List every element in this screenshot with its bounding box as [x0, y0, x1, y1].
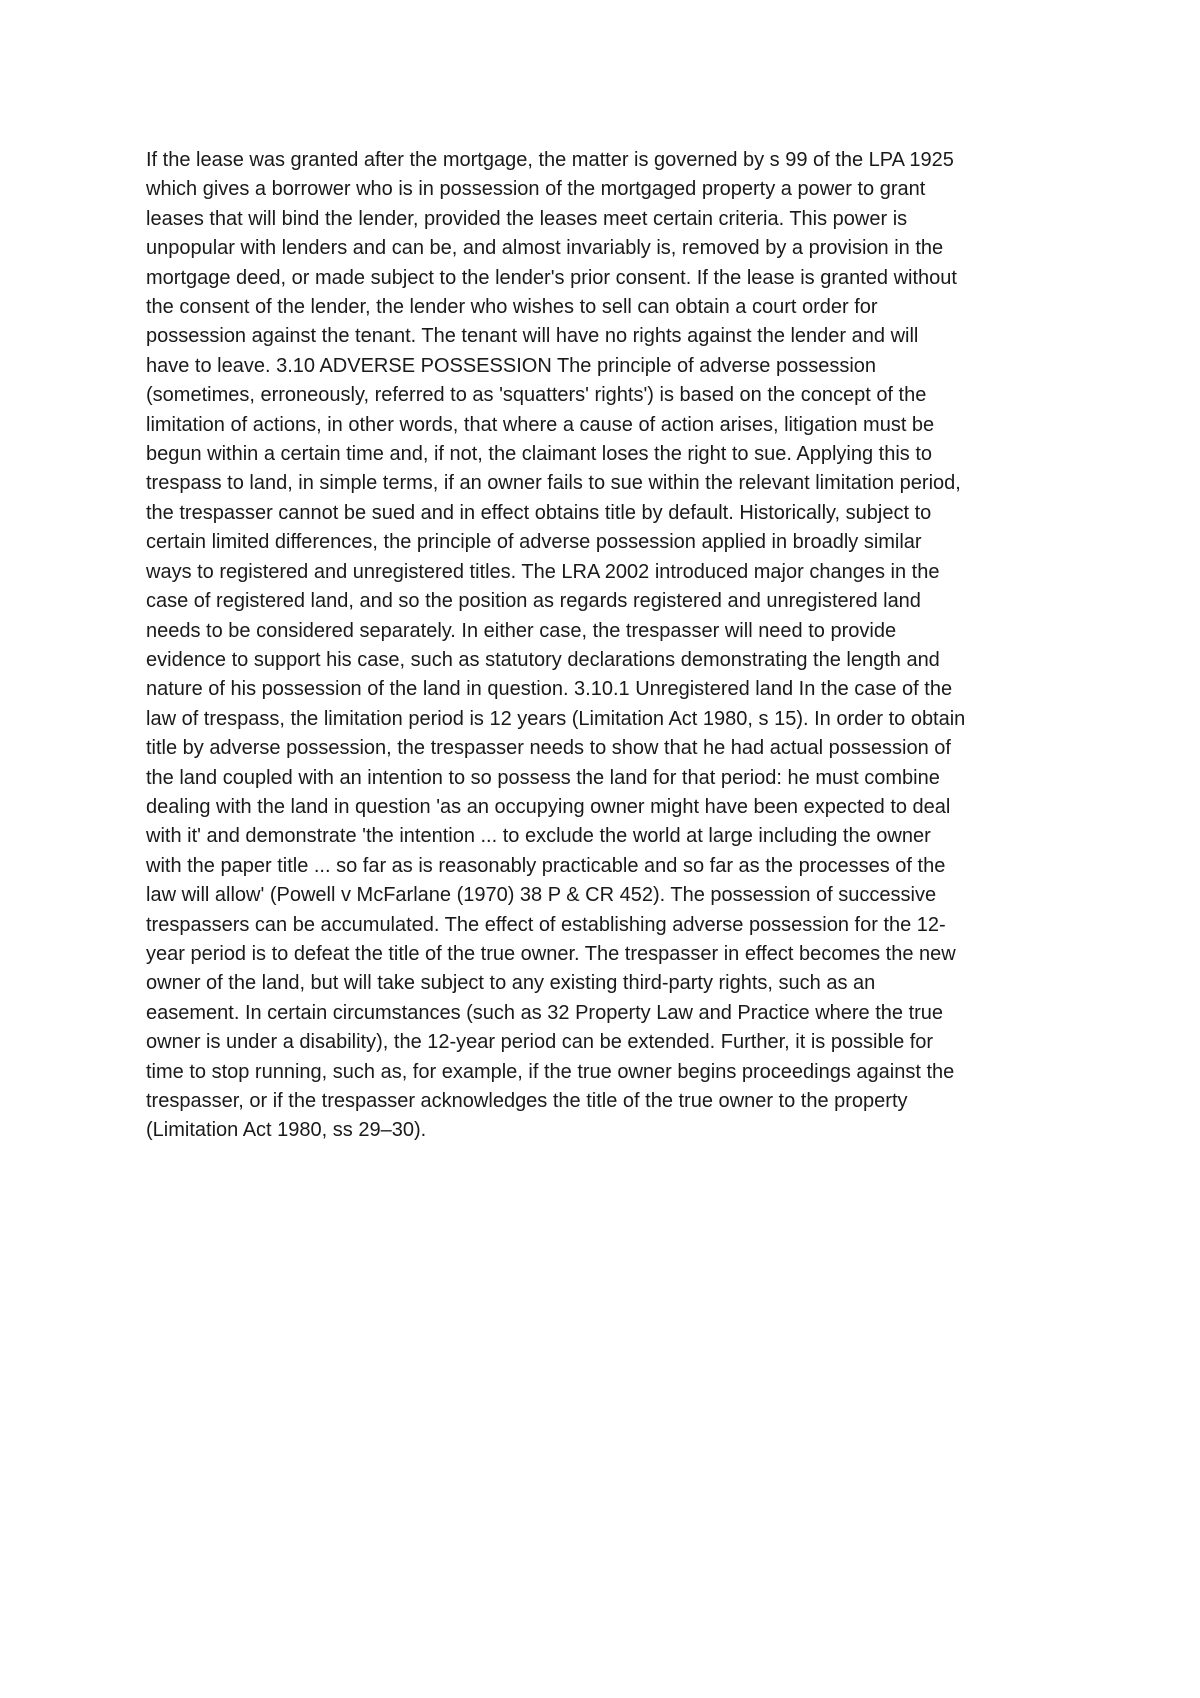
text-line: easement. In certain circumstances (such as 32 Property Law and Practice where the true — [146, 1001, 944, 1024]
text-line: the trespasser cannot be sued and in effect obtains title by default. Historically, subject to — [146, 501, 932, 524]
text-line: (sometimes, erroneously, referred to as 'squatters' rights') is based on the concept of the — [146, 384, 927, 407]
text-line: title by adverse possession, the trespasser needs to show that he had actual possession of — [146, 737, 951, 760]
text-line: leases that will bind the lender, provided the leases meet certain criteria. This power is — [146, 207, 908, 230]
text-line: (Limitation Act 1980, ss 29–30). — [146, 1119, 427, 1142]
text-line: time to stop running, such as, for example, if the true owner begins proceedings against the — [146, 1060, 955, 1083]
text-line: certain limited differences, the principle of adverse possession applied in broadly similar — [146, 531, 922, 554]
text-line: trespasser, or if the trespasser acknowledges the title of the true owner to the property — [146, 1090, 908, 1112]
text-line: begun within a certain time and, if not, the claimant loses the right to sue. Applying this to — [146, 443, 933, 466]
text-line: owner of the land, but will take subject to any existing third-party rights, such as an — [146, 972, 876, 995]
text-line: needs to be considered separately. In either case, the trespasser will need to provide — [146, 619, 897, 642]
text-line: nature of his possession of the land in question. 3.10.1 Unregistered land In the case of the — [146, 678, 953, 701]
text-line: which gives a borrower who is in possession of the mortgaged property a power to grant — [146, 178, 926, 201]
text-line: case of registered land, and so the position as regards registered and unregistered land — [146, 590, 921, 613]
text-line: If the lease was granted after the mortgage, the matter is governed by s 99 of the LPA 1925 — [146, 149, 954, 171]
text-line: year period is to defeat the title of the true owner. The trespasser in effect becomes the new — [146, 942, 956, 965]
text-line: ways to registered and unregistered titles. The LRA 2002 introduced major changes in the — [146, 560, 940, 583]
text-line: trespassers can be accumulated. The effect of establishing adverse possession for the 12- — [146, 913, 946, 936]
text-line: the land coupled with an intention to so possess the land for that period: he must combine — [146, 766, 940, 789]
body-paragraph — [146, 146, 1076, 1146]
text-line: with the paper title ... so far as is reasonably practicable and so far as the processes of the — [146, 854, 946, 877]
text-line: the consent of the lender, the lender who wishes to sell can obtain a court order for — [146, 296, 878, 319]
text-line: possession against the tenant. The tenant will have no rights against the lender and will — [146, 325, 919, 348]
text-line: limitation of actions, in other words, that where a cause of action arises, litigation must be — [146, 413, 935, 436]
text-line: owner is under a disability), the 12-year period can be extended. Further, it is possible for — [146, 1031, 934, 1054]
text-line: trespass to land, in simple terms, if an owner fails to sue within the relevant limitation period, — [146, 472, 961, 495]
text-line: have to leave. 3.10 ADVERSE POSSESSION The principle of adverse possession — [146, 354, 877, 377]
text-line: law of trespass, the limitation period is 12 years (Limitation Act 1980, s 15). In order to obtain — [146, 707, 966, 730]
text-line: law will allow' (Powell v McFarlane (1970) 38 P & CR 452). The possession of successive — [146, 884, 937, 907]
text-line: unpopular with lenders and can be, and almost invariably is, removed by a provision in the — [146, 237, 944, 260]
text-line: with it' and demonstrate 'the intention ... to exclude the world at large including the owner — [146, 825, 931, 848]
text-line: evidence to support his case, such as statutory declarations demonstrating the length and — [146, 648, 940, 671]
text-line: mortgage deed, or made subject to the lender's prior consent. If the lease is granted without — [146, 266, 957, 289]
text-line: dealing with the land in question 'as an occupying owner might have been expected to deal — [146, 795, 951, 818]
